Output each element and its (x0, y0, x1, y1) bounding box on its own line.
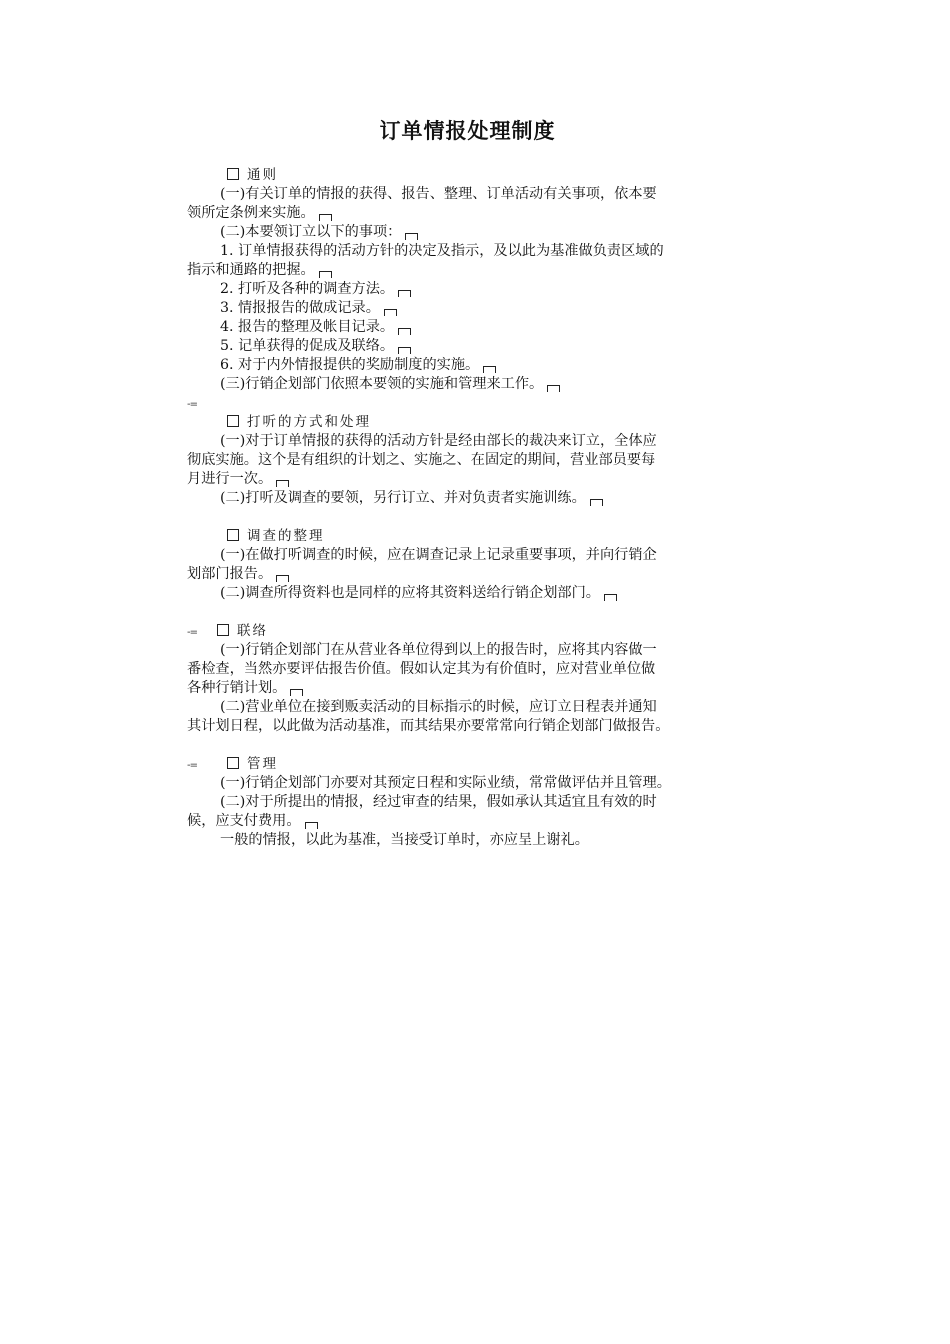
paragraph-mark-icon (319, 271, 332, 278)
list-item: 2. 打听及各种的调查方法。 (187, 280, 747, 299)
list-item: 3. 情报报告的做成记录。 (187, 299, 747, 318)
section-heading: 通则 (187, 166, 747, 185)
paragraph-line: 月进行一次。 (187, 470, 747, 489)
blank-line (187, 603, 747, 622)
section-heading: -= 联络 (187, 622, 747, 641)
paragraph-line: (一)行销企划部门亦要对其预定日程和实际业绩，常常做评估并且管理。 (220, 775, 671, 791)
paragraph-line: (二)对于所提出的情报，经过审查的结果，假如承认其适宜且有效的时 (220, 794, 657, 810)
paragraph-line: (二)打听及调查的要领，另行订立、并对负责者实施训练。 (187, 489, 747, 508)
stray-format-mark-icon: -= (187, 760, 197, 771)
paragraph-line: (二)营业单位在接到贩卖活动的目标指示的时候，应订立日程表并通知 (220, 699, 657, 715)
paragraph-line: 彻底实施。这个是有组织的计划之、实施之、在固定的期间，营业部员要每 (187, 452, 656, 468)
paragraph-line: 各种行销计划。 (187, 679, 747, 698)
paragraph-line: (一)行销企划部门在从营业各单位得到以上的报告时，应将其内容做一 (220, 642, 657, 658)
paragraph-mark-icon (483, 366, 496, 373)
checkbox-bullet-icon (227, 168, 239, 180)
paragraph-mark-icon (398, 328, 411, 335)
paragraph-line: 一般的情报，以此为基准，当接受订单时，亦应呈上谢礼。 (220, 832, 589, 848)
paragraph-line: 领所定条例来实施。 (187, 204, 747, 223)
document-title: 订单情报处理制度 (379, 119, 556, 143)
paragraph-line: (二)调查所得资料也是同样的应将其资料送给行销企划部门。 (187, 584, 747, 603)
paragraph-line: (二)本要领订立以下的事项： (187, 223, 747, 242)
paragraph-line: (三)行销企划部门依照本要领的实施和管理来工作。 (187, 375, 747, 394)
paragraph-mark-icon (547, 385, 560, 392)
paragraph-line: 划部门报告。 (187, 565, 747, 584)
paragraph-mark-icon (604, 594, 617, 601)
paragraph-line: (一)有关订单的情报的获得、报告、整理、订单活动有关事项，依本要 (220, 186, 657, 202)
list-item: 5. 记单获得的促成及联络。 (187, 337, 747, 356)
section-heading: 打听的方式和处理 (187, 413, 747, 432)
list-item: 6. 对于内外情报提供的奖励制度的实施。 (187, 356, 747, 375)
section-heading: 调查的整理 (187, 527, 747, 546)
section-heading: -= 管理 (187, 755, 747, 774)
checkbox-bullet-icon (227, 415, 239, 427)
paragraph-mark-icon (305, 822, 318, 829)
checkbox-bullet-icon (217, 624, 229, 636)
paragraph-mark-icon (398, 290, 411, 297)
paragraph-mark-icon (276, 480, 289, 487)
stray-format-mark-icon: -= (187, 627, 197, 638)
list-item: 4. 报告的整理及帐目记录。 (187, 318, 747, 337)
checkbox-bullet-icon (227, 757, 239, 769)
blank-line (187, 508, 747, 527)
paragraph-line: 番检查，当然亦要评估报告价值。假如认定其为有价值时，应对营业单位做 (187, 661, 656, 677)
list-item: 1. 订单情报获得的活动方针的决定及指示，及以此为基准做负责区域的 (220, 243, 664, 259)
paragraph-mark-icon (405, 233, 418, 240)
paragraph-mark-icon (276, 575, 289, 582)
paragraph-mark-icon (590, 499, 603, 506)
paragraph-line: 候，应支付费用。 (187, 812, 747, 831)
paragraph-mark-icon (384, 309, 397, 316)
checkbox-bullet-icon (227, 529, 239, 541)
paragraph-line: (一)对于订单情报的获得的活动方针是经由部长的裁决来订立，全体应 (220, 433, 657, 449)
paragraph-mark-icon (398, 347, 411, 354)
paragraph-mark-icon (290, 689, 303, 696)
paragraph-line: (一)在做打听调查的时候，应在调查记录上记录重要事项，并向行销企 (220, 547, 657, 563)
blank-line (187, 736, 747, 755)
stray-format-mark-icon: -= (187, 399, 197, 410)
document-body (187, 166, 747, 850)
paragraph-mark-icon (319, 214, 332, 221)
paragraph-line: 其计划日程，以此做为活动基准，而其结果亦要常常向行销企划部门做报告。 (187, 718, 670, 734)
stray-mark-line (187, 394, 747, 413)
paragraph-line: 指示和通路的把握。 (187, 261, 747, 280)
